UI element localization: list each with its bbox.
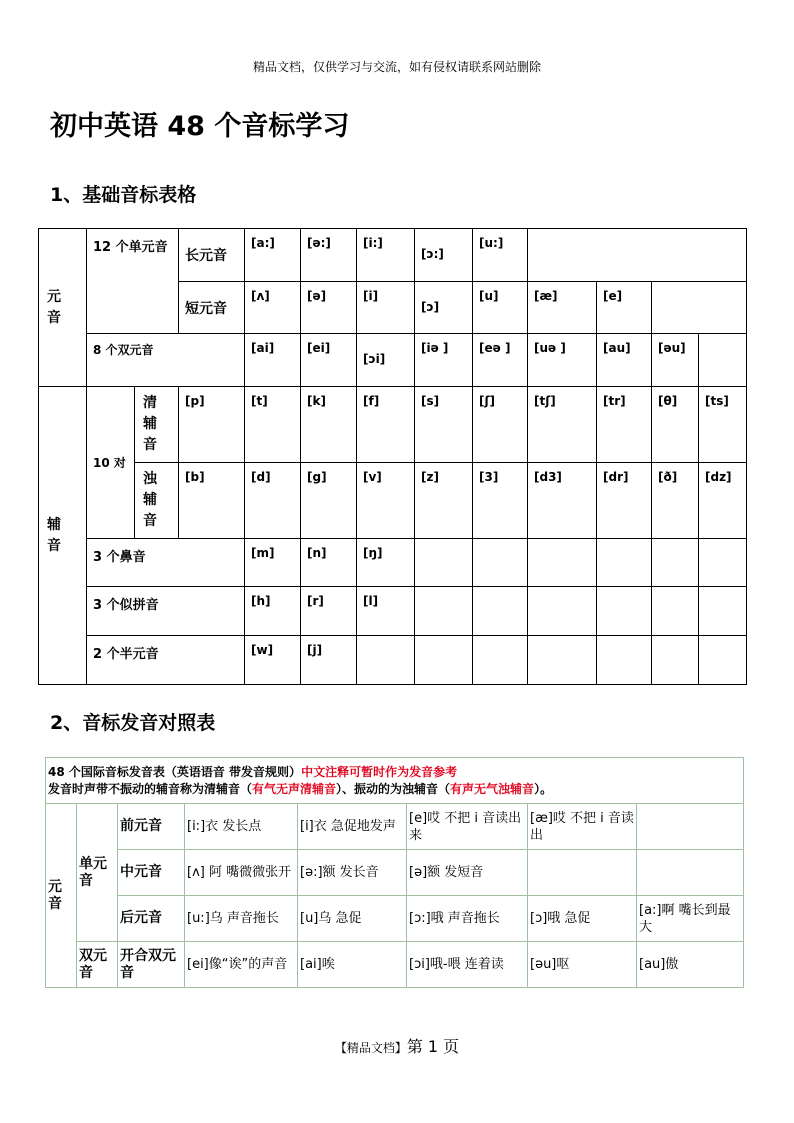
phoneme-cell: [b]: [179, 463, 245, 539]
empty-cell: [699, 587, 747, 636]
empty-cell: [597, 636, 652, 685]
nasal-label: 3 个鼻音: [87, 539, 245, 587]
phoneme-cell: [ə]: [301, 282, 357, 334]
central-vowel-label: 中元音: [118, 850, 185, 896]
phoneme-cell: [a:]: [245, 229, 301, 282]
phoneme-cell: [dr]: [597, 463, 652, 539]
open-diphthong-label: 开合双元音: [118, 942, 185, 988]
phoneme-cell: [h]: [245, 587, 301, 636]
pron-cell: [e]哎 不把 i 音读出来: [407, 804, 528, 850]
short-vowel-label: 短元音: [179, 282, 245, 334]
phoneme-cell: [u]: [473, 282, 528, 334]
phoneme-cell: [m]: [245, 539, 301, 587]
phoneme-cell: [g]: [301, 463, 357, 539]
header-line1-note: 中文注释可暂时作为发音参考: [301, 765, 458, 779]
front-vowel-label: 前元音: [118, 804, 185, 850]
phoneme-cell: [ŋ]: [357, 539, 415, 587]
pron-cell: [i:]衣 发长点: [185, 804, 298, 850]
pron-vowel-label: 元 音: [46, 804, 77, 988]
phoneme-cell: [z]: [415, 463, 473, 539]
monophthong-label: 12 个单元音: [87, 229, 179, 334]
pronunciation-table: [45, 757, 744, 988]
phoneme-cell: [uə ]: [528, 334, 597, 387]
pron-cell: [ɔ]哦 急促: [528, 896, 637, 942]
header-line2-text-e: ）。: [534, 782, 553, 796]
pron-cell: [ə:]额 发长音: [298, 850, 407, 896]
empty-cell: [473, 587, 528, 636]
header-line2-voiceless: 有气无声清辅音: [252, 782, 337, 796]
phoneme-cell: [tr]: [597, 387, 652, 463]
phoneme-cell: [ə:]: [301, 229, 357, 282]
pronunciation-header: [46, 758, 744, 804]
phoneme-cell: [θ]: [652, 387, 699, 463]
phoneme-cell: [æ]: [528, 282, 597, 334]
phoneme-cell: [dz]: [699, 463, 747, 539]
phoneme-cell: [p]: [179, 387, 245, 463]
empty-cell: [652, 282, 747, 334]
phoneme-cell: [k]: [301, 387, 357, 463]
phoneme-cell: [d]: [245, 463, 301, 539]
empty-cell: [637, 850, 744, 896]
pron-cell: [ʌ] 阿 嘴微微张开: [185, 850, 298, 896]
empty-cell: [415, 539, 473, 587]
empty-cell: [528, 539, 597, 587]
phoneme-cell: [n]: [301, 539, 357, 587]
diphthong-label: 8 个双元音: [87, 334, 245, 387]
empty-cell: [597, 587, 652, 636]
empty-cell: [473, 539, 528, 587]
phoneme-cell: [ʃ]: [473, 387, 528, 463]
pron-cell: [ei]像“诶”的声音: [185, 942, 298, 988]
phoneme-cell: [j]: [301, 636, 357, 685]
voiceless-label: 清 辅 音: [135, 387, 179, 463]
phonetic-basic-table: [38, 228, 747, 685]
pairs-label: 10 对: [87, 387, 135, 539]
pron-cell: [ai]唉: [298, 942, 407, 988]
pron-cell: [u:]乌 声音拖长: [185, 896, 298, 942]
section-2-title: 2、音标发音对照表: [50, 712, 216, 734]
phoneme-cell: [u:]: [473, 229, 528, 282]
empty-cell: [652, 636, 699, 685]
phoneme-cell: [ai]: [245, 334, 301, 387]
empty-cell: [415, 636, 473, 685]
phoneme-cell: [ts]: [699, 387, 747, 463]
header-line1-text: 48 个国际音标发音表（英语语音 带发音规则）: [48, 765, 302, 779]
voiced-label: 浊 辅 音: [135, 463, 179, 539]
phoneme-cell: [d3]: [528, 463, 597, 539]
section-1-title: 1、基础音标表格: [50, 184, 197, 206]
pron-cell: [əu]呕: [528, 942, 637, 988]
empty-cell: [699, 334, 747, 387]
vowel-group-label: 元 音: [39, 229, 87, 387]
page-footer: [0, 1034, 794, 1057]
empty-cell: [528, 229, 747, 282]
empty-cell: [652, 539, 699, 587]
pron-cell: [au]傲: [637, 942, 744, 988]
phoneme-cell: [ʌ]: [245, 282, 301, 334]
empty-cell: [597, 539, 652, 587]
back-vowel-label: 后元音: [118, 896, 185, 942]
phoneme-cell: [eə ]: [473, 334, 528, 387]
phoneme-cell: [ð]: [652, 463, 699, 539]
pron-mono-label: 单元 音: [77, 804, 118, 942]
phoneme-cell: [au]: [597, 334, 652, 387]
empty-cell: [637, 804, 744, 850]
pron-cell: [ɔi]哦-喂 连着读: [407, 942, 528, 988]
document-title: 初中英语 48 个音标学习: [50, 111, 350, 142]
phoneme-cell: [w]: [245, 636, 301, 685]
empty-cell: [528, 850, 637, 896]
lateral-label: 3 个似拼音: [87, 587, 245, 636]
phoneme-cell: [i:]: [357, 229, 415, 282]
phoneme-cell: [v]: [357, 463, 415, 539]
phoneme-cell: [ɔi]: [357, 334, 415, 387]
phoneme-cell: [s]: [415, 387, 473, 463]
empty-cell: [528, 587, 597, 636]
pron-cell: [i]衣 急促地发声: [298, 804, 407, 850]
empty-cell: [528, 636, 597, 685]
consonant-group-label: 辅 音: [39, 387, 87, 685]
pron-cell: [u]乌 急促: [298, 896, 407, 942]
phoneme-cell: [tʃ]: [528, 387, 597, 463]
header-note: 精品文档，仅供学习与交流，如有侵权请联系网站删除: [252, 60, 541, 74]
phoneme-cell: [ɔ]: [415, 282, 473, 334]
phoneme-cell: [i]: [357, 282, 415, 334]
phoneme-cell: [ɔ:]: [415, 229, 473, 282]
long-vowel-label: 长元音: [179, 229, 245, 282]
empty-cell: [415, 587, 473, 636]
header-line2-text-c: ）、振动的为浊辅音（: [336, 782, 451, 796]
footer-bracket: 【精品文档】: [334, 1041, 407, 1055]
pron-cell: [a:]啊 嘴长到最大: [637, 896, 744, 942]
phoneme-cell: [r]: [301, 587, 357, 636]
empty-cell: [699, 636, 747, 685]
phoneme-cell: [ei]: [301, 334, 357, 387]
empty-cell: [652, 587, 699, 636]
header-line2-voiced: 有声无气浊辅音: [450, 782, 535, 796]
pron-cell: [æ]哎 不把 i 音读出: [528, 804, 637, 850]
pron-di-label: 双元 音: [77, 942, 118, 988]
phoneme-cell: [əu]: [652, 334, 699, 387]
phoneme-cell: [3]: [473, 463, 528, 539]
empty-cell: [699, 539, 747, 587]
pron-cell: [ɔ:]哦 声音拖长: [407, 896, 528, 942]
phoneme-cell: [f]: [357, 387, 415, 463]
semivowel-label: 2 个半元音: [87, 636, 245, 685]
phoneme-cell: [iə ]: [415, 334, 473, 387]
empty-cell: [473, 636, 528, 685]
phoneme-cell: [l]: [357, 587, 415, 636]
page-number: 第 1 页: [406, 1037, 460, 1056]
phoneme-cell: [t]: [245, 387, 301, 463]
empty-cell: [357, 636, 415, 685]
pron-cell: [ə]额 发短音: [407, 850, 528, 896]
header-line2-text-a: 发音时声带不振动的辅音称为清辅音（: [48, 782, 253, 796]
phoneme-cell: [e]: [597, 282, 652, 334]
